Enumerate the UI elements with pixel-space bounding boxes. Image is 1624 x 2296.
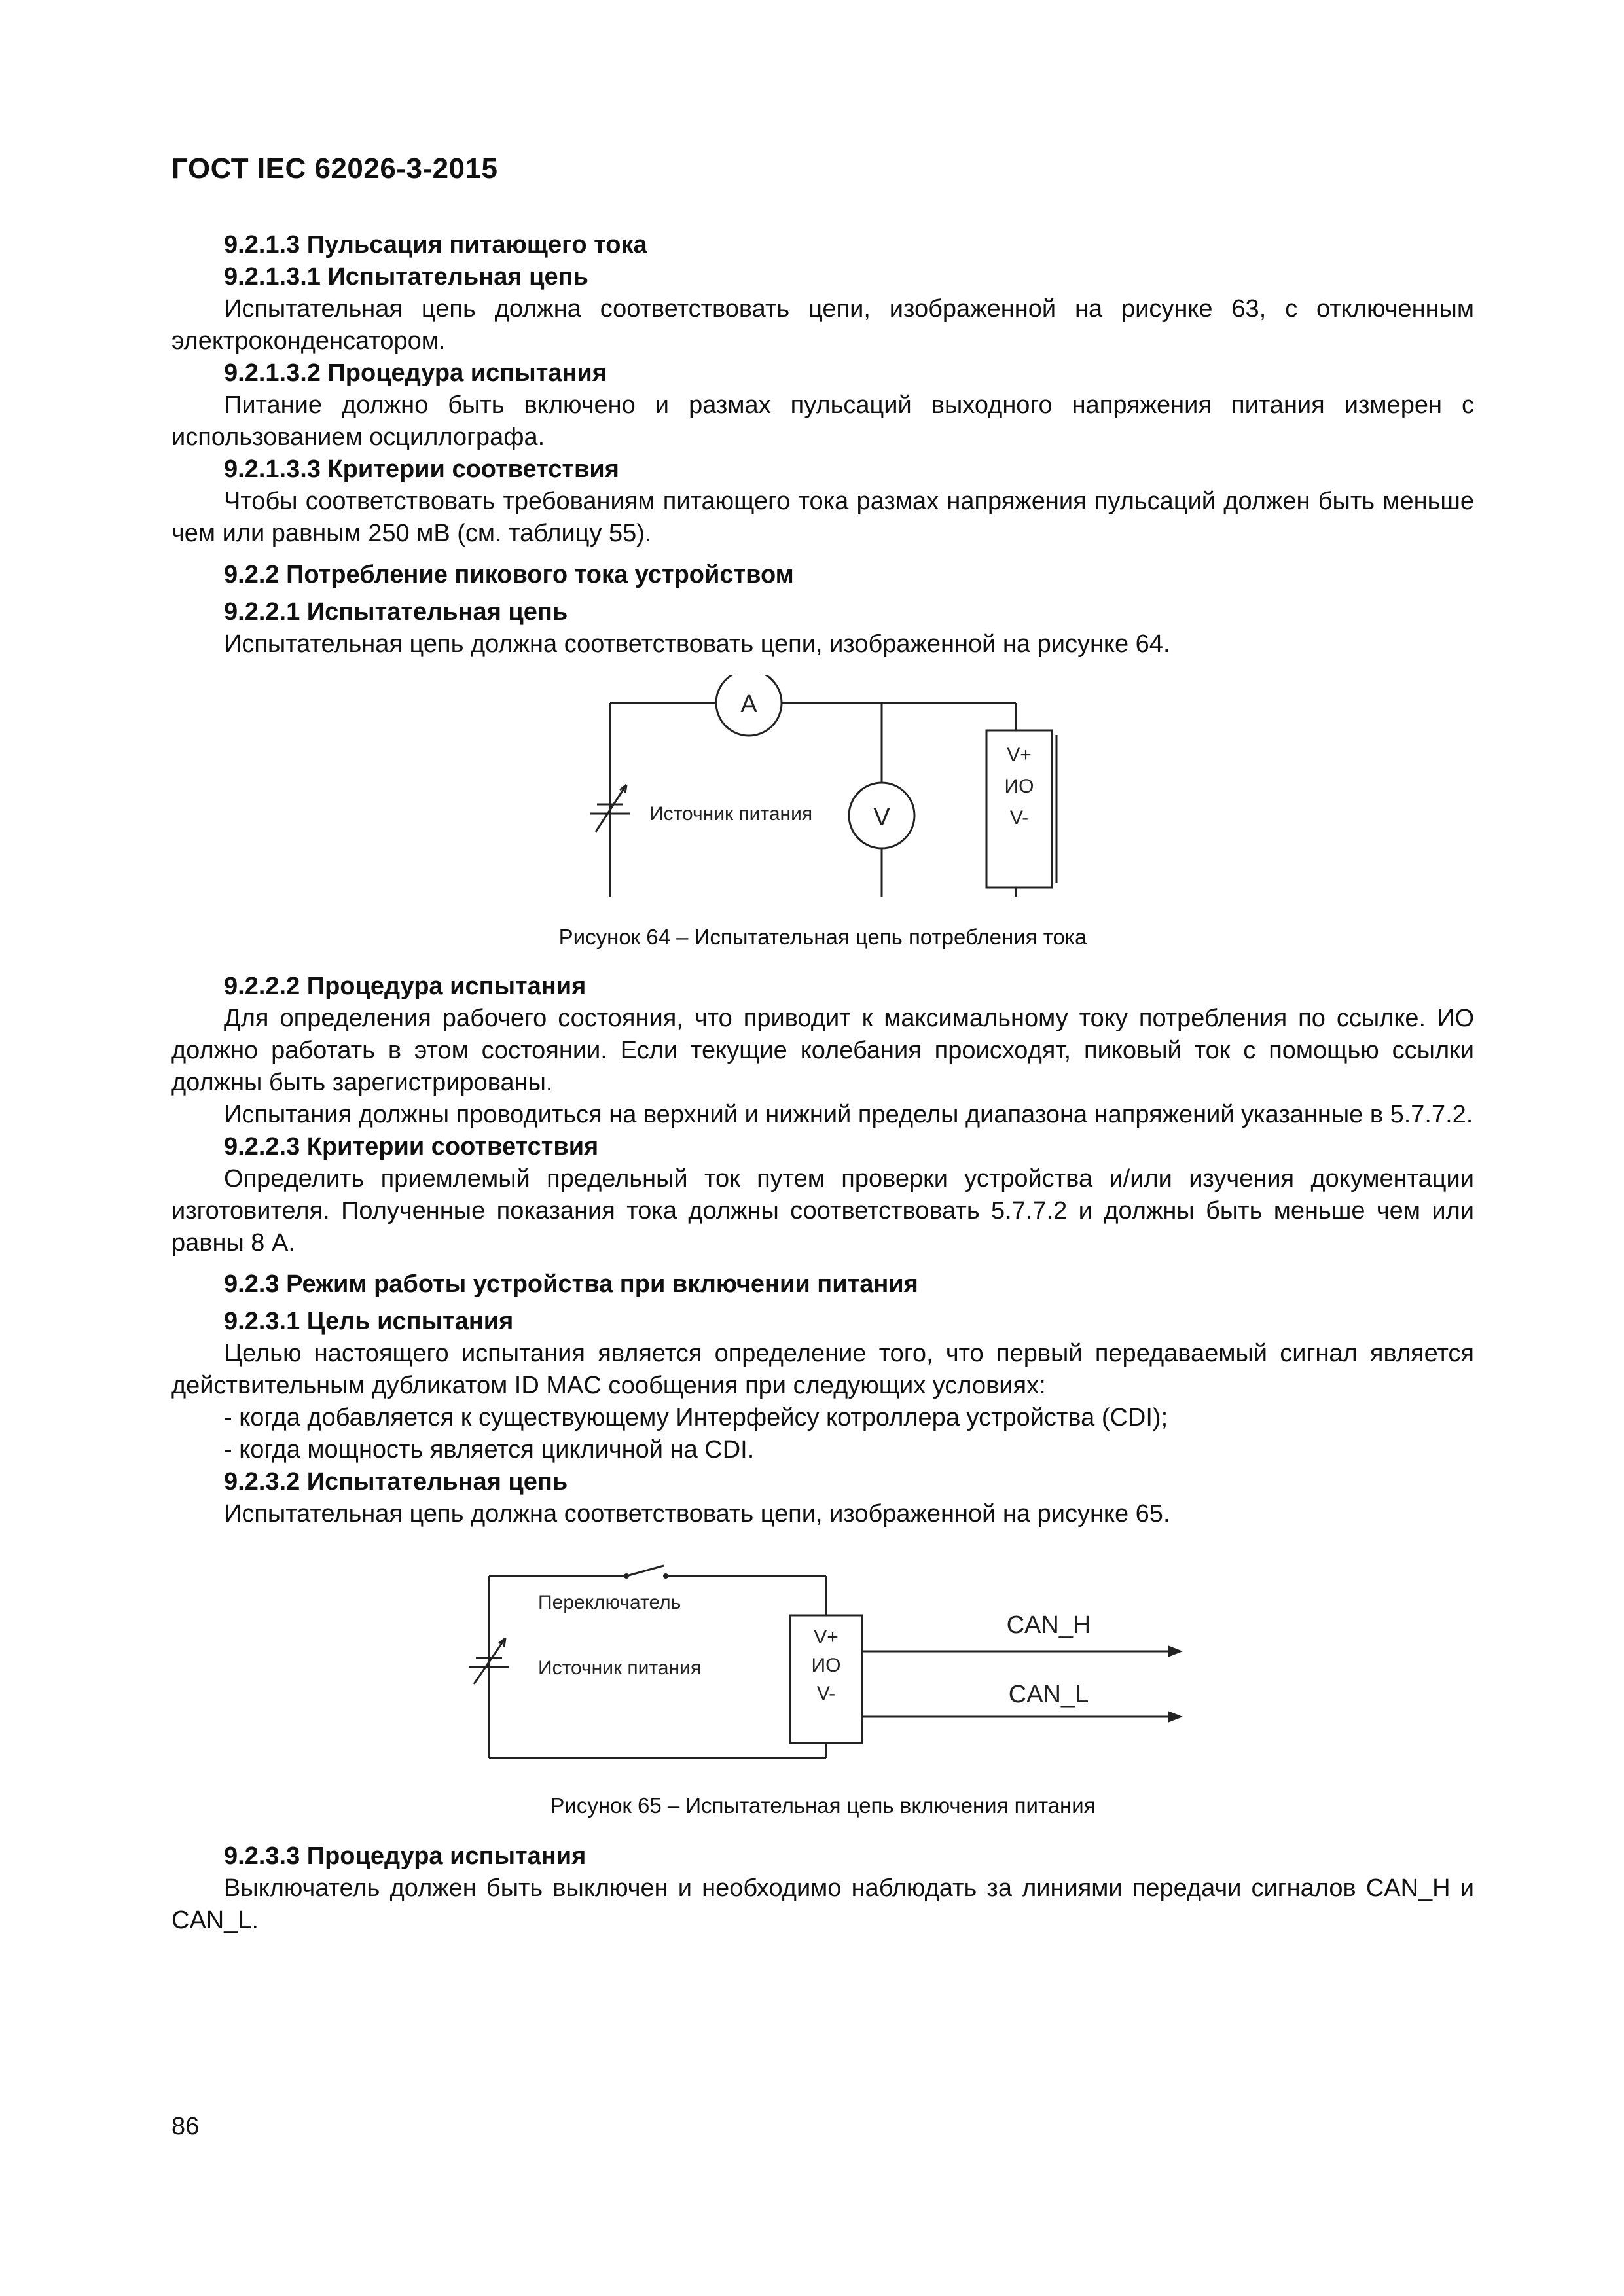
- circuit-diagram-64: [171, 675, 1474, 897]
- figure-65: [171, 1550, 1474, 1820]
- subsection-heading: 9.2.3.3 Процедура испытания: [224, 1842, 586, 1870]
- paragraph: Выключатель должен быть выключен и необходимо наблюдать за линиями передачи сигналов CAN_H и CAN_L.: [171, 1874, 1474, 1934]
- figure-caption: Рисунок 64 – Испытательная цепь потребления тока: [558, 925, 1087, 949]
- subsection-heading: 9.2.1.3.3 Критерии соответствия: [224, 456, 619, 483]
- can-l-label: CAN_L: [1008, 1681, 1089, 1708]
- section-heading: 9.2.2 Потребление пикового тока устройством: [224, 561, 794, 588]
- document-header: ГОСТ IEC 62026-3-2015: [171, 152, 498, 185]
- paragraph: Питание должно быть включено и размах пульсаций выходного напряжения питания измерен с использованием осциллографа.: [171, 391, 1474, 451]
- figure-caption: Рисунок 65 – Испытательная цепь включения питания: [550, 1793, 1096, 1818]
- paragraph: Испытания должны проводиться на верхний и нижний пределы диапазона напряжений указанные в 5.7.7.2.: [224, 1101, 1473, 1128]
- device-vplus: V+: [1007, 744, 1032, 766]
- subsection-heading: 9.2.3.2 Испытательная цепь: [224, 1468, 568, 1496]
- section-heading: 9.2.1.3 Пульсация питающего тока: [224, 231, 647, 259]
- bullet-item: - когда добавляется к существующему Интерфейсу котроллера устройства (CDI);: [224, 1404, 1168, 1431]
- subsection-heading: 9.2.2.3 Критерии соответствия: [224, 1133, 599, 1160]
- paragraph: Испытательная цепь должна соответствовать цепи, изображенной на рисунке 64.: [224, 630, 1170, 658]
- device-vminus: V-: [816, 1683, 836, 1704]
- paragraph: Испытательная цепь должна соответствовать цепи, изображенной на рисунке 63, с отключенным электроконденсатором.: [171, 295, 1474, 355]
- device-io: ИО: [1004, 776, 1034, 797]
- subsection-heading: 9.2.2.2 Процедура испытания: [224, 973, 586, 1000]
- source-label: Источник питания: [649, 803, 813, 825]
- device-vplus: V+: [814, 1626, 839, 1648]
- circuit-diagram-65: [171, 1550, 1474, 1772]
- subsection-heading: 9.2.1.3.2 Процедура испытания: [224, 359, 607, 387]
- figure-64: [171, 675, 1474, 951]
- device-vminus: V-: [1009, 807, 1029, 829]
- can-h-label: CAN_H: [1006, 1611, 1091, 1639]
- paragraph: Определить приемлемый предельный ток путем проверки устройства и/или изучения документации изготовителя. Полученные показания тока должны соответствовать 5.7.7.2 и должны быть меньше чем или равны 8 А.: [171, 1165, 1474, 1257]
- bullet-item: - когда мощность является цикличной на CDI.: [224, 1436, 755, 1463]
- paragraph: Для определения рабочего состояния, что приводит к максимальному току потребления по ссылке. ИО должно работать в этом состоянии. Если текущие колебания происходят, пиковый ток с помощью ссылки должны быть зарегистрированы.: [171, 1005, 1474, 1096]
- subsection-heading: 9.2.1.3.1 Испытательная цепь: [224, 263, 588, 291]
- subsection-heading: 9.2.2.1 Испытательная цепь: [224, 598, 568, 626]
- source-label: Источник питания: [538, 1657, 702, 1679]
- section-heading: 9.2.3 Режим работы устройства при включении питания: [224, 1270, 918, 1298]
- voltmeter-label: V: [873, 804, 890, 831]
- paragraph: Целью настоящего испытания является определение того, что первый передаваемый сигнал является действительным дубликатом ID MAC сообщения при следующих условиях:: [171, 1340, 1474, 1399]
- paragraph: Испытательная цепь должна соответствовать цепи, изображенной на рисунке 65.: [224, 1500, 1170, 1528]
- paragraph: Чтобы соответствовать требованиям питающего тока размах напряжения пульсаций должен быть меньше чем или равным 250 мВ (см. таблицу 55).: [171, 488, 1474, 547]
- switch-label: Переключатель: [538, 1592, 681, 1613]
- ammeter-label: A: [740, 691, 757, 718]
- document-body: [171, 229, 1474, 1937]
- subsection-heading: 9.2.3.1 Цель испытания: [224, 1308, 514, 1335]
- page-number: 86: [171, 2113, 200, 2140]
- device-io: ИО: [811, 1655, 841, 1676]
